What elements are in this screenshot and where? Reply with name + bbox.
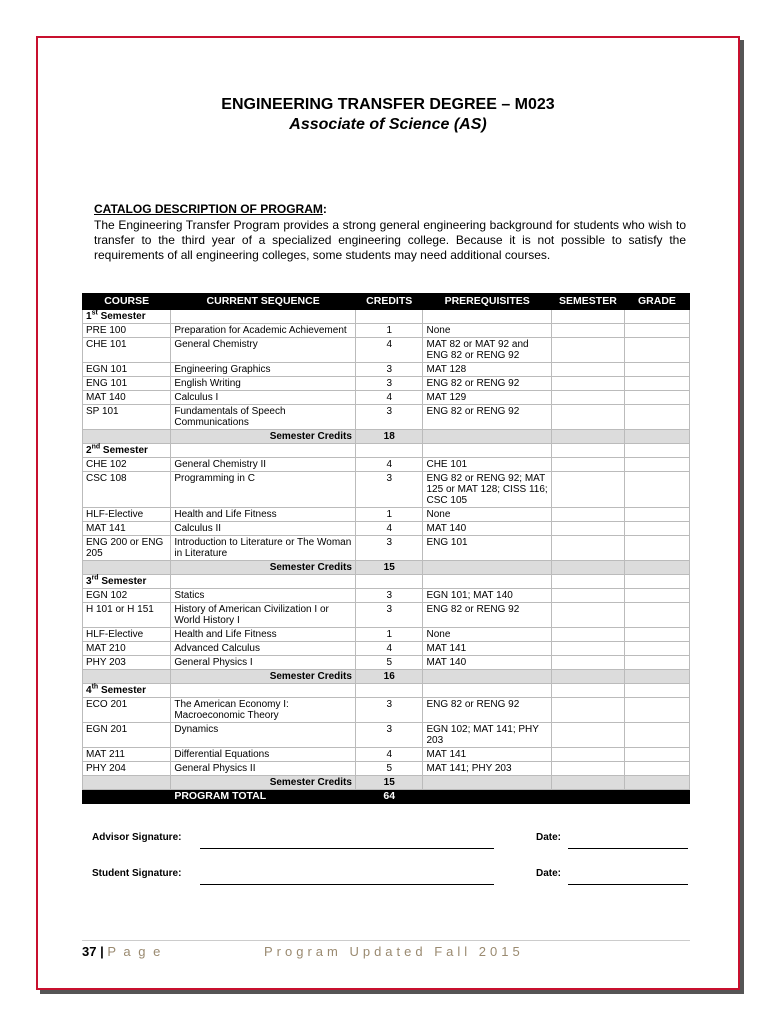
course-semester-cell	[551, 723, 624, 748]
program-total-value: 64	[355, 790, 423, 804]
course-prerequisites: MAT 140	[423, 656, 551, 670]
course-code: PHY 204	[83, 762, 171, 776]
course-title: General Chemistry II	[171, 458, 356, 472]
semester-number: 4	[86, 685, 92, 696]
advisor-date-line[interactable]	[568, 848, 688, 849]
semester-credits-row	[83, 430, 690, 444]
course-title: General Physics II	[171, 762, 356, 776]
course-prerequisites: ENG 82 or RENG 92	[423, 603, 551, 628]
course-credits: 1	[355, 324, 423, 338]
table-row	[83, 508, 690, 522]
course-prerequisites: MAT 129	[423, 391, 551, 405]
empty-cell	[423, 561, 551, 575]
course-code: EGN 201	[83, 723, 171, 748]
course-semester-cell	[551, 536, 624, 561]
semester-credits-total: 16	[355, 670, 423, 684]
course-semester-cell	[551, 377, 624, 391]
semester-credits-total: 18	[355, 430, 423, 444]
course-semester-cell	[551, 472, 624, 508]
table-row	[83, 377, 690, 391]
table-row	[83, 723, 690, 748]
semester-number: 3	[86, 576, 92, 587]
course-prerequisites: MAT 141	[423, 748, 551, 762]
table-header-row	[83, 294, 690, 310]
course-credits: 3	[355, 472, 423, 508]
course-grade-cell	[624, 363, 689, 377]
course-grade-cell	[624, 762, 689, 776]
header-sequence: CURRENT SEQUENCE	[171, 294, 356, 310]
course-title: Calculus II	[171, 522, 356, 536]
course-title: Health and Life Fitness	[171, 508, 356, 522]
course-grade-cell	[624, 589, 689, 603]
empty-cell	[423, 776, 551, 790]
empty-cell	[423, 310, 551, 324]
course-prerequisites: MAT 82 or MAT 92 and ENG 82 or RENG 92	[423, 338, 551, 363]
empty-cell	[624, 310, 689, 324]
course-semester-cell	[551, 391, 624, 405]
course-grade-cell	[624, 522, 689, 536]
table-row	[83, 458, 690, 472]
semester-ordinal: th	[91, 683, 99, 691]
course-credits: 4	[355, 748, 423, 762]
course-grade-cell	[624, 458, 689, 472]
semester-heading-row	[83, 444, 690, 458]
semester-word: Semester	[100, 311, 146, 322]
course-credits: 4	[355, 338, 423, 363]
empty-cell	[423, 684, 551, 698]
course-prerequisites: ENG 82 or RENG 92	[423, 698, 551, 723]
table-row	[83, 536, 690, 561]
course-semester-cell	[551, 405, 624, 430]
course-credits: 5	[355, 762, 423, 776]
empty-cell	[83, 430, 171, 444]
catalog-description: The Engineering Transfer Program provides a strong general engineering background for students who wish to transfer to the third year of a specialized engineering college. Because it is not possible to satisfy the requirements of all engineering colleges, some students may need additional courses.	[94, 218, 686, 262]
course-title: The American Economy I: Macroeconomic Theory	[171, 698, 356, 723]
course-semester-cell	[551, 642, 624, 656]
course-credits: 3	[355, 589, 423, 603]
course-prerequisites: EGN 101; MAT 140	[423, 589, 551, 603]
course-title: Statics	[171, 589, 356, 603]
semester-heading	[83, 575, 171, 589]
advisor-signature-line[interactable]	[200, 848, 494, 849]
course-grade-cell	[624, 628, 689, 642]
page-number: 37	[82, 944, 97, 959]
course-code: MAT 210	[83, 642, 171, 656]
course-semester-cell	[551, 762, 624, 776]
empty-cell	[551, 310, 624, 324]
course-credits: 3	[355, 698, 423, 723]
course-title: Differential Equations	[171, 748, 356, 762]
course-code: CHE 102	[83, 458, 171, 472]
empty-cell	[423, 444, 551, 458]
empty-cell	[551, 561, 624, 575]
course-title: History of American Civilization I or World History I	[171, 603, 356, 628]
empty-cell	[355, 444, 423, 458]
semester-heading	[83, 684, 171, 698]
course-semester-cell	[551, 508, 624, 522]
advisor-signature-label: Advisor Signature:	[92, 832, 182, 843]
course-grade-cell	[624, 405, 689, 430]
course-prerequisites: MAT 128	[423, 363, 551, 377]
course-credits: 3	[355, 377, 423, 391]
course-semester-cell	[551, 656, 624, 670]
course-credits: 5	[355, 656, 423, 670]
semester-word: Semester	[100, 685, 146, 696]
empty-cell	[551, 575, 624, 589]
course-title: Engineering Graphics	[171, 363, 356, 377]
table-row	[83, 642, 690, 656]
course-semester-cell	[551, 458, 624, 472]
course-code: ENG 200 or ENG 205	[83, 536, 171, 561]
semester-number: 1	[86, 311, 92, 322]
course-prerequisites: EGN 102; MAT 141; PHY 203	[423, 723, 551, 748]
student-signature-label: Student Signature:	[92, 868, 182, 879]
page-subtitle: Associate of Science (AS)	[289, 116, 487, 133]
course-code: PHY 203	[83, 656, 171, 670]
course-prerequisites: ENG 82 or RENG 92	[423, 377, 551, 391]
course-prerequisites: ENG 82 or RENG 92; MAT 125 or MAT 128; CISS 116; CSC 105	[423, 472, 551, 508]
course-prerequisites: MAT 140	[423, 522, 551, 536]
semester-credits-row	[83, 670, 690, 684]
course-code: CSC 108	[83, 472, 171, 508]
empty-cell	[171, 575, 356, 589]
empty-cell	[624, 561, 689, 575]
table-row	[83, 338, 690, 363]
catalog-heading-text: CATALOG DESCRIPTION OF PROGRAM	[94, 202, 323, 216]
empty-cell	[551, 670, 624, 684]
semester-heading	[83, 310, 171, 324]
semester-heading-row	[83, 684, 690, 698]
table-row	[83, 748, 690, 762]
course-semester-cell	[551, 363, 624, 377]
program-total-row	[83, 790, 690, 804]
course-credits: 4	[355, 458, 423, 472]
course-prerequisites: None	[423, 628, 551, 642]
course-grade-cell	[624, 603, 689, 628]
empty-cell	[551, 444, 624, 458]
empty-cell	[624, 575, 689, 589]
course-code: CHE 101	[83, 338, 171, 363]
table-row	[83, 324, 690, 338]
student-date-label: Date:	[536, 868, 562, 879]
course-grade-cell	[624, 324, 689, 338]
course-code: ENG 101	[83, 377, 171, 391]
semester-ordinal: nd	[91, 443, 101, 451]
course-title: General Chemistry	[171, 338, 356, 363]
empty-cell	[83, 561, 171, 575]
course-title: Advanced Calculus	[171, 642, 356, 656]
semester-heading	[83, 444, 171, 458]
empty-cell	[624, 776, 689, 790]
student-signature-line[interactable]	[200, 884, 494, 885]
course-grade-cell	[624, 472, 689, 508]
course-title: Preparation for Academic Achievement	[171, 324, 356, 338]
course-semester-cell	[551, 628, 624, 642]
empty-cell	[551, 790, 624, 804]
empty-cell	[171, 444, 356, 458]
semester-heading-row	[83, 575, 690, 589]
page-separator: |	[96, 944, 108, 959]
course-code: ECO 201	[83, 698, 171, 723]
table-row	[83, 363, 690, 377]
empty-cell	[355, 684, 423, 698]
course-grade-cell	[624, 642, 689, 656]
semester-credits-row	[83, 776, 690, 790]
course-title: English Writing	[171, 377, 356, 391]
semester-credits-row	[83, 561, 690, 575]
footer-updated: Program Updated Fall 2015	[264, 944, 524, 959]
program-table-body	[83, 310, 690, 804]
empty-cell	[355, 575, 423, 589]
page-frame	[36, 36, 740, 990]
course-credits: 1	[355, 508, 423, 522]
catalog-heading	[94, 202, 327, 216]
course-prerequisites: ENG 82 or RENG 92	[423, 405, 551, 430]
course-title: Programming in C	[171, 472, 356, 508]
course-credits: 3	[355, 603, 423, 628]
empty-cell	[171, 310, 356, 324]
course-prerequisites: MAT 141; PHY 203	[423, 762, 551, 776]
course-code: EGN 101	[83, 363, 171, 377]
semester-number: 2	[86, 445, 92, 456]
empty-cell	[624, 684, 689, 698]
empty-cell	[83, 670, 171, 684]
student-date-line[interactable]	[568, 884, 688, 885]
semester-credits-total: 15	[355, 561, 423, 575]
course-title: Calculus I	[171, 391, 356, 405]
table-row	[83, 391, 690, 405]
course-code: MAT 140	[83, 391, 171, 405]
semester-credits-label: Semester Credits	[171, 430, 356, 444]
course-prerequisites: CHE 101	[423, 458, 551, 472]
course-prerequisites: None	[423, 508, 551, 522]
course-credits: 4	[355, 642, 423, 656]
empty-cell	[83, 790, 171, 804]
semester-credits-label: Semester Credits	[171, 776, 356, 790]
course-code: MAT 211	[83, 748, 171, 762]
course-grade-cell	[624, 723, 689, 748]
course-title: Introduction to Literature or The Woman in Literature	[171, 536, 356, 561]
course-credits: 3	[355, 363, 423, 377]
course-credits: 1	[355, 628, 423, 642]
empty-cell	[171, 684, 356, 698]
empty-cell	[624, 670, 689, 684]
empty-cell	[624, 430, 689, 444]
course-code: MAT 141	[83, 522, 171, 536]
empty-cell	[423, 430, 551, 444]
table-row	[83, 472, 690, 508]
course-grade-cell	[624, 377, 689, 391]
semester-heading-row	[83, 310, 690, 324]
page-word: P a g e	[107, 944, 163, 959]
course-title: General Physics I	[171, 656, 356, 670]
course-grade-cell	[624, 338, 689, 363]
course-title: Dynamics	[171, 723, 356, 748]
course-grade-cell	[624, 698, 689, 723]
course-code: HLF-Elective	[83, 508, 171, 522]
program-table	[82, 293, 690, 804]
semester-credits-label: Semester Credits	[171, 561, 356, 575]
course-prerequisites: MAT 141	[423, 642, 551, 656]
course-credits: 3	[355, 723, 423, 748]
course-semester-cell	[551, 748, 624, 762]
empty-cell	[355, 310, 423, 324]
course-grade-cell	[624, 508, 689, 522]
footer-rule	[82, 940, 690, 941]
course-semester-cell	[551, 603, 624, 628]
header-course: COURSE	[83, 294, 171, 310]
empty-cell	[551, 776, 624, 790]
footer-page	[82, 944, 162, 959]
course-code: HLF-Elective	[83, 628, 171, 642]
header-semester: SEMESTER	[551, 294, 624, 310]
course-credits: 4	[355, 522, 423, 536]
course-prerequisites: ENG 101	[423, 536, 551, 561]
course-semester-cell	[551, 324, 624, 338]
table-row	[83, 628, 690, 642]
empty-cell	[423, 670, 551, 684]
course-prerequisites: None	[423, 324, 551, 338]
course-semester-cell	[551, 338, 624, 363]
empty-cell	[551, 430, 624, 444]
empty-cell	[624, 444, 689, 458]
table-row	[83, 589, 690, 603]
course-code: PRE 100	[83, 324, 171, 338]
header-credits: CREDITS	[355, 294, 423, 310]
empty-cell	[551, 684, 624, 698]
page-title: ENGINEERING TRANSFER DEGREE – M023	[221, 96, 555, 113]
table-row	[83, 762, 690, 776]
course-code: EGN 102	[83, 589, 171, 603]
advisor-date-label: Date:	[536, 832, 562, 843]
header-prerequisites: PREREQUISITES	[423, 294, 551, 310]
semester-credits-total: 15	[355, 776, 423, 790]
course-title: Health and Life Fitness	[171, 628, 356, 642]
program-total-label: PROGRAM TOTAL	[171, 790, 356, 804]
course-semester-cell	[551, 589, 624, 603]
semester-word: Semester	[101, 576, 147, 587]
table-row	[83, 603, 690, 628]
course-credits: 4	[355, 391, 423, 405]
table-row	[83, 405, 690, 430]
empty-cell	[83, 776, 171, 790]
semester-word: Semester	[102, 445, 148, 456]
semester-ordinal: rd	[91, 574, 99, 582]
course-credits: 3	[355, 405, 423, 430]
table-row	[83, 698, 690, 723]
header-grade: GRADE	[624, 294, 689, 310]
table-row	[83, 656, 690, 670]
semester-credits-label: Semester Credits	[171, 670, 356, 684]
table-row	[83, 522, 690, 536]
catalog-heading-colon: :	[322, 202, 327, 216]
empty-cell	[423, 575, 551, 589]
course-grade-cell	[624, 656, 689, 670]
empty-cell	[423, 790, 551, 804]
course-grade-cell	[624, 748, 689, 762]
semester-ordinal: st	[91, 309, 98, 317]
course-semester-cell	[551, 522, 624, 536]
empty-cell	[624, 790, 689, 804]
course-title: Fundamentals of Speech Communications	[171, 405, 356, 430]
course-code: H 101 or H 151	[83, 603, 171, 628]
course-credits: 3	[355, 536, 423, 561]
course-grade-cell	[624, 536, 689, 561]
course-semester-cell	[551, 698, 624, 723]
course-grade-cell	[624, 391, 689, 405]
course-code: SP 101	[83, 405, 171, 430]
